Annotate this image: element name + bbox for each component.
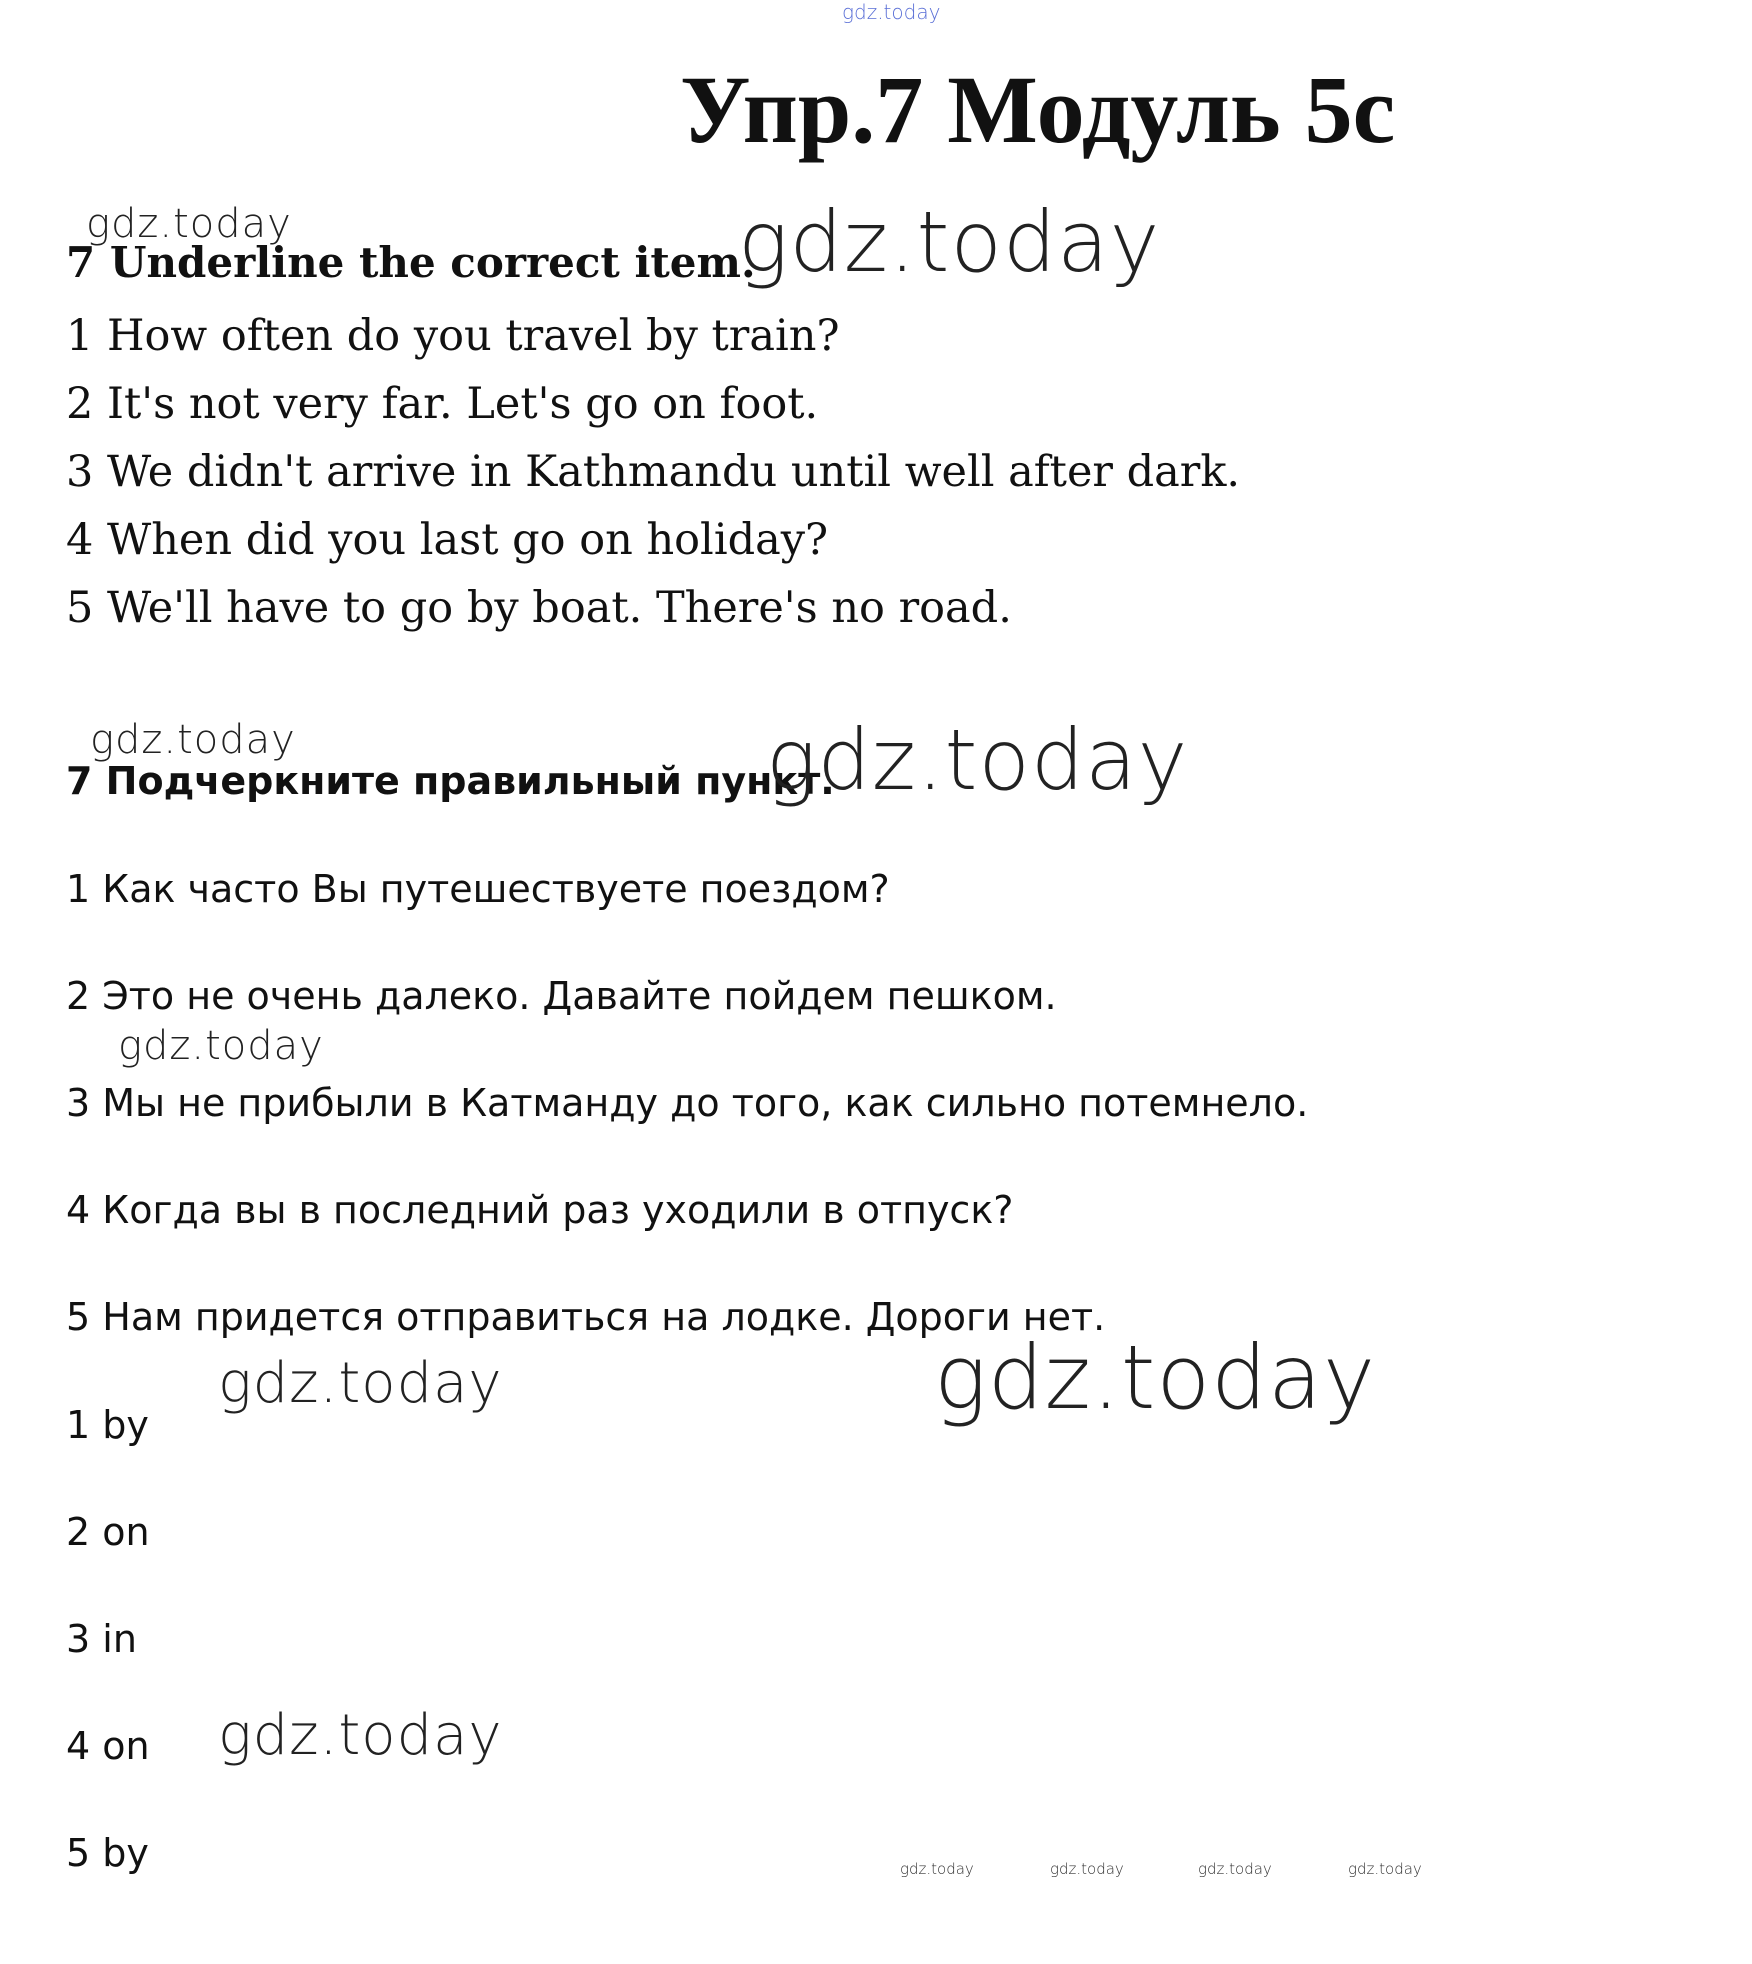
watermark: gdz.today: [766, 711, 1189, 809]
watermark: gdz.today: [1050, 1860, 1124, 1878]
watermark: gdz.today: [738, 193, 1161, 291]
answer-2: 2 on: [66, 1510, 150, 1554]
russian-heading: 7 Подчеркните правильный пункт.: [66, 759, 835, 803]
watermark: gdz.today: [218, 1351, 503, 1416]
russian-line-5: 5 Нам придется отправиться на лодке. Дороги нет.: [66, 1295, 1106, 1339]
english-heading: 7 Underline the correct item.: [66, 238, 756, 287]
answer-4: 4 on: [66, 1724, 150, 1768]
english-line-1: 1 How often do you travel by train?: [66, 311, 840, 361]
answer-3: 3 in: [66, 1617, 137, 1661]
english-line-3: 3 We didn't arrive in Kathmandu until well after dark.: [66, 447, 1241, 497]
answer-5: 5 by: [66, 1831, 149, 1875]
watermark: gdz.today: [1348, 1860, 1422, 1878]
answer-1: 1 by: [66, 1403, 149, 1447]
watermark: gdz.today: [900, 1860, 974, 1878]
page-title: Упр.7 Модуль 5с: [680, 56, 1396, 163]
watermark: gdz.today: [934, 1326, 1377, 1429]
watermark: gdz.today: [1198, 1860, 1272, 1878]
russian-line-1: 1 Как часто Вы путешествуете поездом?: [66, 867, 890, 911]
english-line-2: 2 It's not very far. Let's go on foot.: [66, 379, 819, 429]
english-line-5: 5 We'll have to go by boat. There's no road.: [66, 583, 1012, 633]
russian-line-3: 3 Мы не прибыли в Катманду до того, как сильно потемнело.: [66, 1081, 1309, 1125]
russian-line-4: 4 Когда вы в последний раз уходили в отпуск?: [66, 1188, 1014, 1232]
watermark: gdz.today: [90, 717, 296, 763]
watermark: gdz.today: [218, 1703, 503, 1768]
watermark: gdz.today: [86, 201, 292, 247]
russian-line-2: 2 Это не очень далеко. Давайте пойдем пешком.: [66, 974, 1057, 1018]
watermark: gdz.today: [118, 1023, 324, 1069]
watermark-top: gdz.today: [842, 0, 941, 24]
english-line-4: 4 When did you last go on holiday?: [66, 515, 829, 565]
